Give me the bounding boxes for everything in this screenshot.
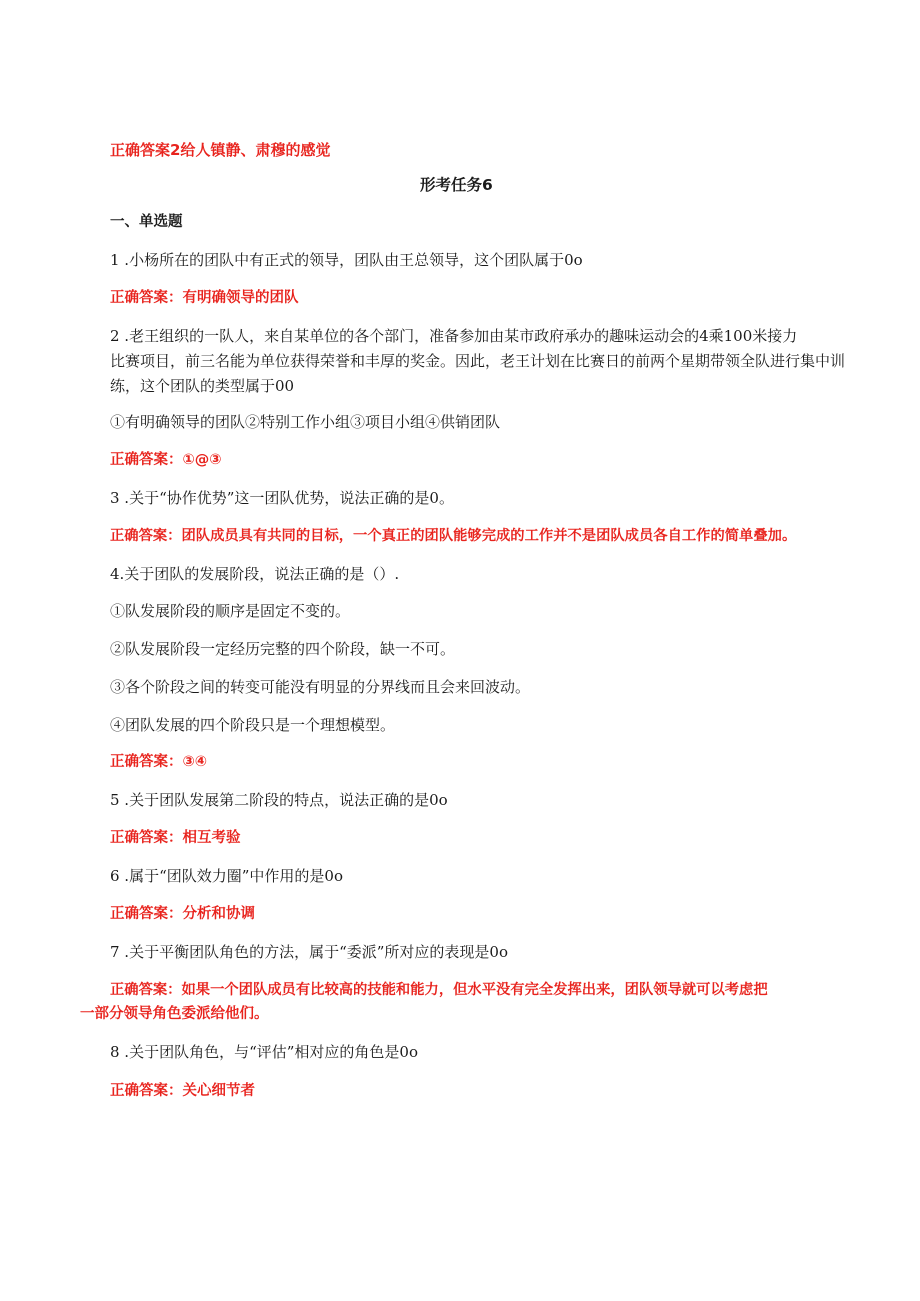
question-6: 6 .属于“团队效力圈”中作用的是0o (110, 867, 343, 885)
section-title: 一、单选题 (110, 214, 183, 230)
answer-6: 正确答案：分析和协调 (110, 906, 255, 922)
question-2-line-1: 2 .老王组织的一队人，来自某单位的各个部门，准备参加由某市政府承办的趣味运动会的4乘100米接力 (110, 327, 798, 345)
question-3: 3 .关于“协作优势”这一团队优势，说法正确的是0。 (110, 489, 454, 507)
question-7: 7 .关于平衡团队角色的方法，属于“委派”所对应的表现是0o (110, 943, 508, 961)
answer-3: 正确答案：团队成员具有共同的目标，一个真正的团队能够完成的工作并不是团队成员各自工作的简单叠加。 (110, 528, 797, 544)
answer-7-line-1: 正确答案：如果一个团队成员有比较高的技能和能力，但水平没有完全发挥出来，团队领导就可以考虑把 (110, 982, 768, 998)
question-4: 4.关于团队的发展阶段，说法正确的是（）. (110, 565, 400, 583)
answer-7-line-2: 一部分领导角色委派给他们。 (80, 1006, 269, 1022)
answer-5: 正确答案：相互考验 (110, 830, 241, 846)
question-2-line-3: 练，这个团队的类型属于00 (110, 377, 295, 395)
question-4-option-2: ②队发展阶段一定经历完整的四个阶段，缺一不可。 (110, 640, 456, 658)
question-2-options: ①有明确领导的团队②特别工作小组③项目小组④供销团队 (110, 413, 501, 431)
question-8: 8 .关于团队角色，与“评估”相对应的角色是0o (110, 1043, 418, 1061)
answer-4: 正确答案：③④ (110, 754, 208, 770)
answer-2: 正确答案：①@③ (110, 452, 222, 468)
answer-1: 正确答案：有明确领导的团队 (110, 290, 299, 306)
question-5: 5 .关于团队发展第二阶段的特点，说法正确的是0o (110, 791, 448, 809)
top-answer: 正确答案2给人镇静、肃穆的感觉 (110, 141, 331, 159)
answer-8: 正确答案：关心细节者 (110, 1083, 255, 1099)
question-1: 1 .小杨所在的团队中有正式的领导，团队由王总领导，这个团队属于0o (110, 251, 583, 269)
question-4-option-1: ①队发展阶段的顺序是固定不变的。 (110, 602, 351, 620)
question-4-option-4: ④团队发展的四个阶段只是一个理想模型。 (110, 716, 396, 734)
question-2-line-2: 比赛项目，前三名能为单位获得荣誉和丰厚的奖金。因此，老王计划在比赛日的前两个星期带领全队进行集中训 (110, 352, 846, 370)
question-4-option-3: ③各个阶段之间的转变可能没有明显的分界线而且会来回波动。 (110, 678, 531, 696)
task-title: 形考任务6 (420, 176, 493, 194)
